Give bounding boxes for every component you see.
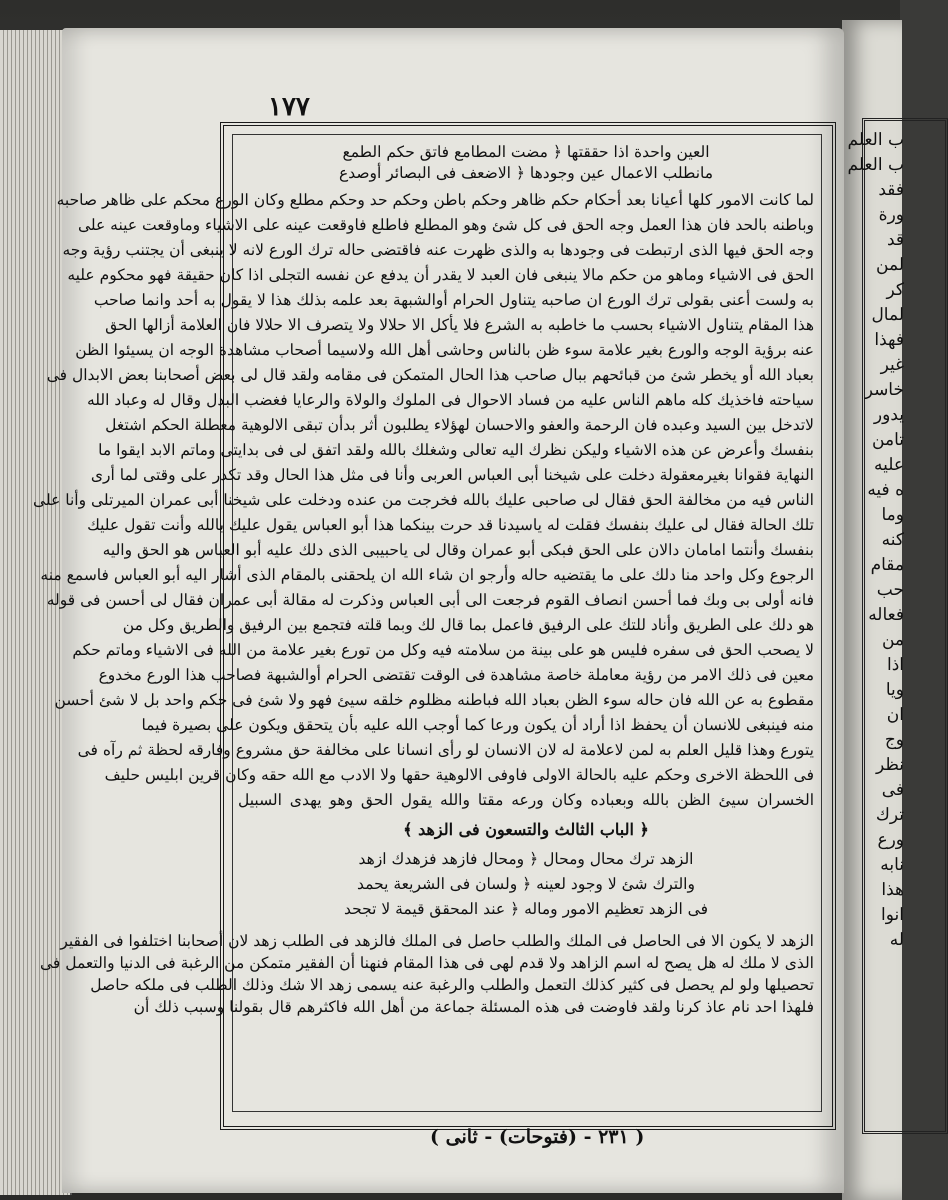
facing-text-line: ه فيه xyxy=(867,480,904,500)
facing-text-line: من xyxy=(881,630,904,650)
text-line: فلهذا احد نام عاذ كرنا ولقد فاوضت فى هذه المسئلة جماعة من أهل الله فاكثرهم قال بقولنا وسبب ذلك أن xyxy=(133,998,814,1016)
text-line: لاتدخل بين السيد وعبده فان الرحمة والعفو والاحسان لهؤلاء يطلبون أثر بدأن تبقى الالوهية معطلة الحكم اشتغل xyxy=(105,416,814,434)
facing-text-line: نابه xyxy=(880,855,904,875)
facing-text-line: لمن xyxy=(876,255,904,275)
poem-line: والترك شئ لا وجود لعينه ﴿ ولسان فى الشريعة يحمد xyxy=(357,875,695,893)
text-line: به ولست أعنى بقولى ترك الورع ان صاحبه يتناول الحرام أوالشبهة بعد علمه بذلك هذا لا يقول به أحد وانما صاحب xyxy=(93,291,814,309)
facing-text-line: هذا xyxy=(881,880,904,900)
facing-text-line: فعاله xyxy=(868,605,904,625)
text-line: بنفسك وأعرض عن هذه الاشياء وليكن نظرك اليه تعالى وشغلك بالله ولقد اتفق لى فى بدايتى وماتم الابد ايقوا ما xyxy=(98,441,814,459)
facing-text-line: وما xyxy=(881,505,904,525)
text-line: الزهد لا يكون الا فى الحاصل فى الملك والطلب حاصل فى الملك فالزهد فى الطلب زهد لان أصحابنا اختلفوا فى الفقير xyxy=(60,932,814,950)
facing-page-text xyxy=(847,128,904,953)
poem-line: الزهد ترك محال ومحال ﴿ ومحال فازهد فزهدك ازهد xyxy=(358,850,694,868)
text-line: سياحته فاخذيك كله ماهم الناس عليه من فساد الاحوال فى الملوك والولاة والرعايا فغضب البدل وقال له وعباد الله xyxy=(86,391,814,409)
facing-text-line: عليه xyxy=(873,455,904,475)
facing-text-line: له xyxy=(889,930,904,950)
facing-text-line: انوا xyxy=(881,905,904,925)
facing-text-line: ورع xyxy=(877,830,904,850)
text-line: الذى لا ملك له هل يصح له اسم الزاهد ولا قدم لهى فى هذا المقام فنهنا أن الفقير متمكن من الرغبة فى الدنيا والتعمل فى xyxy=(39,954,814,972)
facing-text-line: تامن xyxy=(872,430,904,450)
chapter-paragraph xyxy=(39,930,814,1018)
text-line: مقطوع به عن الله فان حاله سوء الظن بعباد الله فباطنه مظلوم خلقه سيئ فهو ولا شئ فى حكم واحد بل لا شئ أحسن xyxy=(54,691,814,709)
facing-text-line: خاسر xyxy=(864,380,904,400)
facing-text-line: مقام xyxy=(870,555,904,575)
text-line: هذا المقام يتناول الاشياء بحسب ما خاطبه به الشرع فلا يأكل الا حلالا ولا يتصرف الا حلالا فان العلامة أزالها الحق xyxy=(105,316,814,334)
facing-text-line: كر xyxy=(886,280,904,300)
facing-text-line: ترك xyxy=(875,805,904,825)
verse-line: العين واحدة اذا حققتها ﴿ مضت المطامع فاتق حكم الطمع xyxy=(342,143,710,161)
facing-text-line: ورة xyxy=(878,205,904,225)
text-line: معين فى ذلك الامر من رؤية معاملة خاصة مشاهدة فى الوقت تقتضى الحرام أوالشبهة فصاحب هذا الورع مخدوع xyxy=(98,666,814,684)
poem-line: فى الزهد تعظيم الامور وماله ﴿ عند المحقق قيمة لا تجحد xyxy=(343,900,709,918)
text-line: تلك الحالة فقال لى عليك بنفسك فقلت له ياسيدنا قد حرت بينكما هذا أبو العباس يقول عليك بالله وأنت تقول عليك xyxy=(87,516,814,534)
text-line: يتورع وهذا قليل العلم به لمن لاعلامة له لان الانسان لو رأى انسانا على مخالفة حق مشروع وفارقه لحظة ثم رآه فى xyxy=(77,741,814,759)
facing-text-line: فقد xyxy=(878,180,904,200)
text-line: فى اللحظة الاخرى وحكم عليه بالحالة الاولى فاوفى الالوهية حقها ولا الادب مع الله حقه وكان قرين ابليس حليف xyxy=(104,766,814,784)
page-number: ١٧٧ xyxy=(268,92,310,122)
text-line: وجه الحق فيها الذى ارتبطت فى وجودها به والذى ظهرت عنه فاقتضى حاله ترك الورع لانه لا ينبغى أن يجتنب رؤية وجه xyxy=(62,241,814,259)
text-line: وباطنه بالحد فان هذا العمل وجه الحق فى كل شئ وهو المطلع فاطلع فاوقعت عينه على الاشياء وماوقعت عينه على xyxy=(77,216,814,234)
facing-text-line: نظر xyxy=(875,755,904,775)
facing-text-line: ان xyxy=(886,705,904,725)
text-line: هو دلك على الطريق وأناد للتك على الرفيق فاعمل بما قال لك وبما قلته فتجمع بين الرفيق والطريق وكل من xyxy=(122,616,814,634)
text-line: الحق فى الاشياء وماهو من حكم مالا ينبغى فان العبد لا يقدر أن يدفع عن نفسه التجلى اذا كان حقيقة فهو محكوم عليه xyxy=(67,266,814,284)
body-paragraph xyxy=(33,188,814,813)
facing-text-line: غير xyxy=(880,355,904,375)
chapter-poem xyxy=(238,847,814,922)
facing-text-line: ب العلم xyxy=(847,155,904,175)
facing-text-line: ب العلم xyxy=(847,130,904,150)
facing-text-line: فهذا xyxy=(874,330,904,350)
text-line: تحصيلها ولو لم يحصل فى كثير كذلك التعمل والطلب والرغبة عنه يسمى زهد الا شك وذلك الطلب فى ملكه حاصل xyxy=(90,976,814,994)
text-line: عنه برؤية الوجه والورع بغير علامة سوء ظن بالناس وحاشى أهل الله ولاسيما أصحاب مشاهدة الوجه ان يسيئوا الظن xyxy=(75,341,814,359)
facing-text-line: كنه xyxy=(881,530,904,550)
verse-line: مانطلب الاعمال عين وجودها ﴿ الاضعف فى البصائر أوصدع xyxy=(338,164,714,182)
text-line: لما كانت الامور كلها أعيانا بعد أحكام حكم ظاهر وحكم باطن وحكم حد وحكم مطلع وكان الورع محكم على ظاهر صاحبه xyxy=(56,191,814,209)
facing-text-line: فى xyxy=(881,780,904,800)
text-line: لا يصحب الحق فى سفره فليس هو على بينة من سلامته فيه وكل من تورع بغير علامة من الله فى الاشياء وماتم حكم xyxy=(72,641,814,659)
facing-text-line: حب xyxy=(876,580,904,600)
page-footer: ( ٢٣١ - (فتوحات) - ثانى ) xyxy=(430,1126,645,1148)
facing-page xyxy=(842,20,902,1200)
text-line: بعباد الله أو يخطر شئ من قبائحهم ببال صاحب هذا الحال المتمكن فى مقامه ولقد قال لى بعض أصحابنا بعض الابدال فى xyxy=(46,366,814,384)
text-line: الرجوع وكل واحد منا دلك على ما يقتضيه حاله وأرجو ان شاء الله ان يلحقنى بالمقام الذى أشار اليه أبو العباس فاسمع منه xyxy=(40,566,814,584)
facing-text-line: قد xyxy=(886,230,904,250)
text-line: الناس فيه من مخالفة الحق فقال لى صاحبى عليك بالله فخرجت من عنده ودخلت على شيخنا أبى عمران الميرتلى وأنا على xyxy=(33,491,814,509)
text-line: فانه أولى بى وبك فما أحسن انصاف القوم فرجعت الى أبى العباس وذكرت له مقالة أبى عمران فقال لى أحسن فى قوله xyxy=(46,591,814,609)
facing-text-line: اذا xyxy=(886,655,904,675)
facing-text-line: يدور xyxy=(873,405,904,425)
text-line: بنفسك وأنتما امامان دالان على الحق فبكى أبو عمران وقال لى ياحبيبى الذى دلك عليه أبو العباس هو الحق واليه xyxy=(102,541,814,559)
page-text xyxy=(33,142,814,1018)
text-line: النهاية فقوانا بغيرمعقولة دخلت على شيخنا أبى العباس العربى وأنا فى مثل هذا الحال وقد تكدر على وقتى لما أرى xyxy=(90,466,814,484)
facing-text-line: وج xyxy=(884,730,904,750)
facing-text-line: لمال xyxy=(871,305,904,325)
opening-verses xyxy=(238,142,814,184)
facing-text-line: ويا xyxy=(885,680,904,700)
chapter-title: ﴿ الباب الثالث والتسعون فى الزهد ﴾ xyxy=(403,820,649,839)
text-line: منه فينبغى للانسان أن يحفظ اذا أراد أن يكون ورعا كما أوجب الله عليه بأن يتحقق ويكون على بصيرة فيما xyxy=(141,716,814,734)
text-line: الخسران سيئ الظن بالله وبعباده وكان ورعه مقتا والله يقول الحق وهو يهدى السبيل xyxy=(238,791,814,809)
